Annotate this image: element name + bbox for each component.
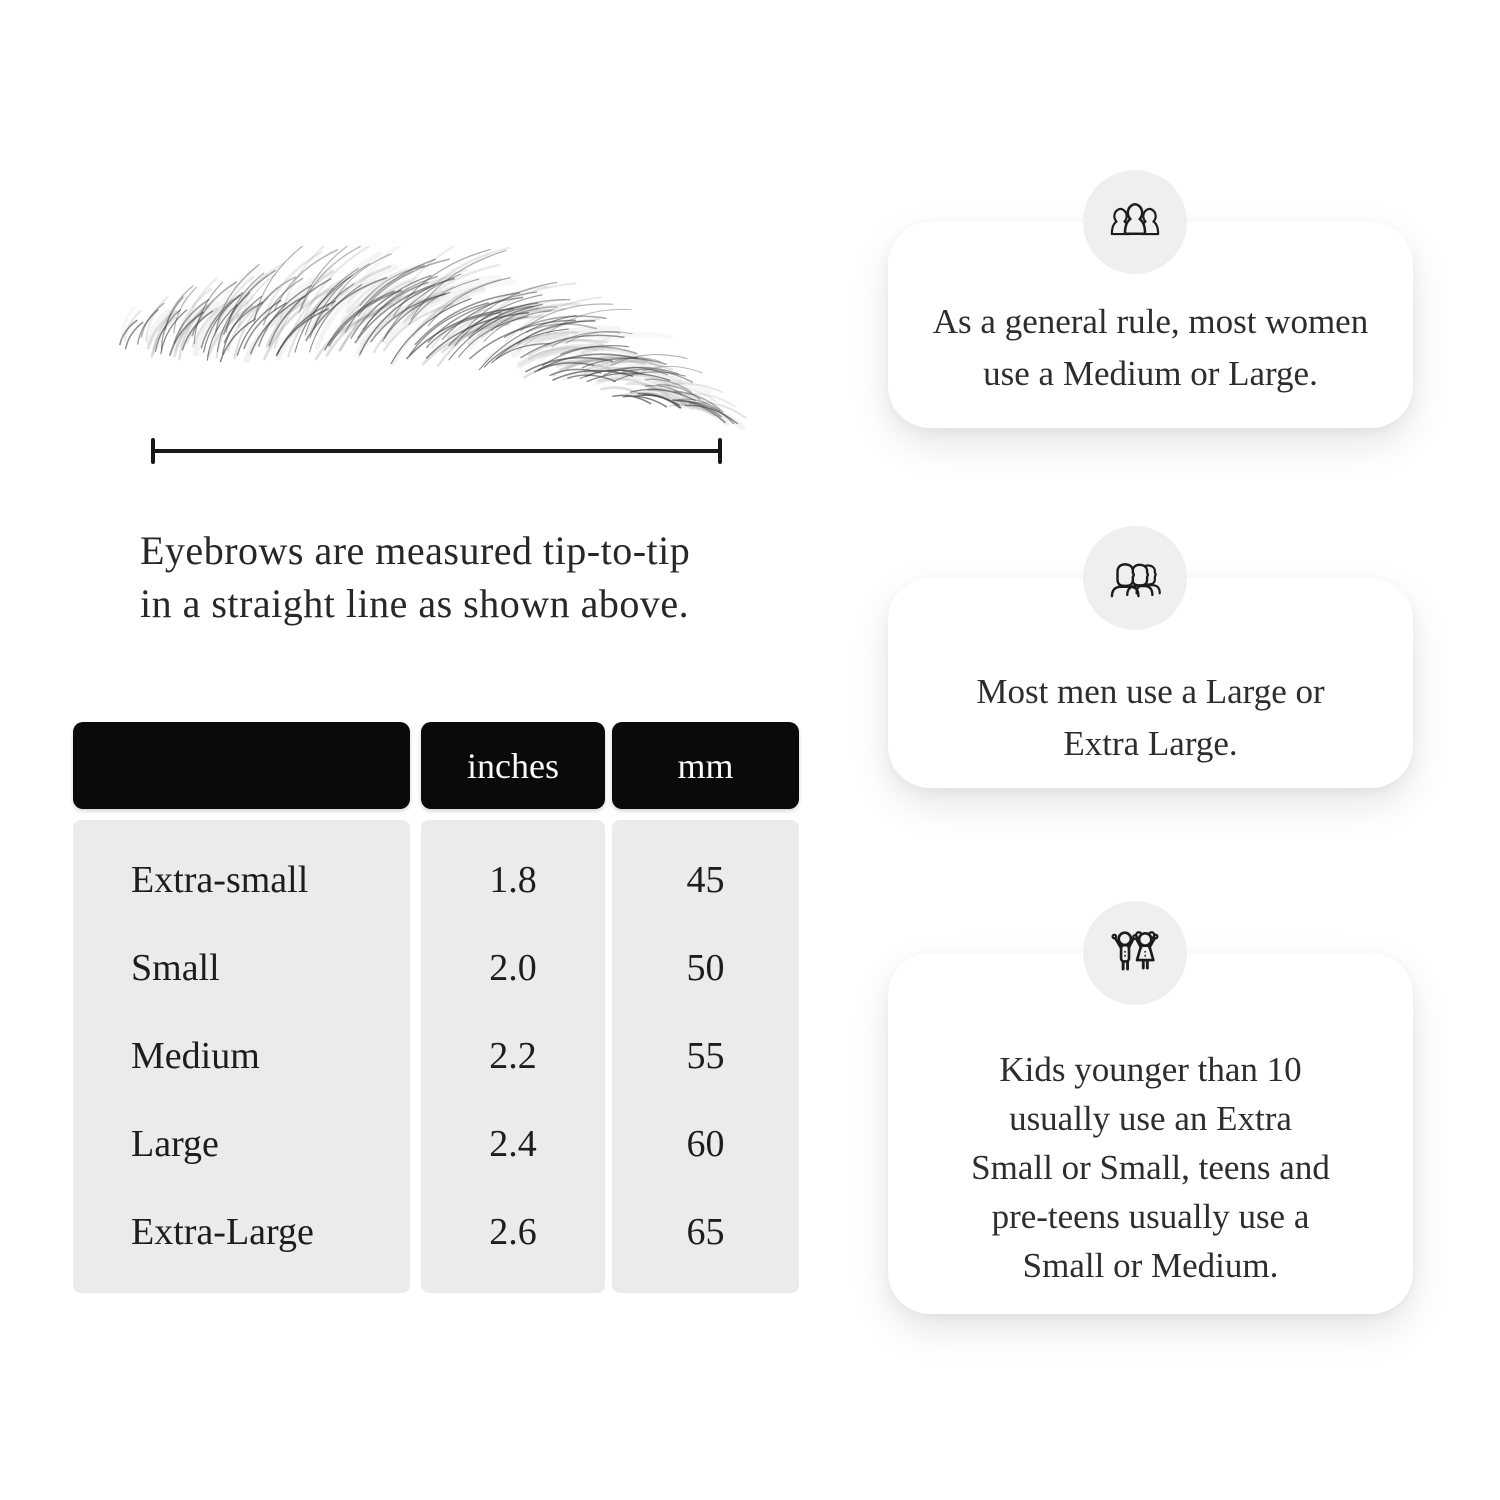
kids-icon-circle — [1083, 901, 1187, 1005]
size-table-column-inches — [421, 722, 605, 1293]
inches-extra-small: 1.8 — [489, 859, 537, 901]
size-label-medium: Medium — [131, 1035, 260, 1077]
size-label-large: Large — [131, 1123, 219, 1165]
mm-extra-small: 45 — [686, 859, 725, 901]
size-label-extra-large: Extra-Large — [131, 1211, 314, 1253]
size-table-header-mm: mm — [612, 722, 799, 809]
inches-extra-large: 2.6 — [489, 1211, 537, 1253]
info-card-women-text — [933, 296, 1368, 428]
mm-small: 50 — [686, 947, 725, 989]
inches-small: 2.0 — [489, 947, 537, 989]
measurement-line — [151, 449, 722, 453]
info-card-men-text — [976, 666, 1324, 788]
caption-line-2: in a straight line as shown above. — [140, 581, 690, 626]
info-card-kids — [888, 953, 1413, 1314]
card-text-line: use a Medium or Large. — [983, 354, 1318, 393]
eyebrow-illustration — [114, 246, 774, 446]
mm-extra-large: 65 — [686, 1211, 725, 1253]
size-table-header-blank — [73, 722, 410, 809]
size-table-header-inches: inches — [421, 722, 605, 809]
card-text-line: Small or Medium. — [1022, 1246, 1279, 1285]
card-text-line: As a general rule, most women — [932, 302, 1369, 341]
card-text-line: usually use an Extra — [1009, 1099, 1292, 1138]
measurement-caption — [140, 524, 690, 630]
card-text-line: pre-teens usually use a — [991, 1197, 1310, 1236]
size-table-body-mm — [612, 820, 799, 1293]
size-table-body-inches — [421, 820, 605, 1293]
size-table-body-sizes — [73, 820, 410, 1293]
info-card-kids-text — [971, 1045, 1330, 1314]
size-table-column-sizes — [73, 722, 410, 1293]
inches-medium: 2.2 — [489, 1035, 537, 1077]
mm-large: 60 — [686, 1123, 725, 1165]
women-group-icon — [1102, 196, 1168, 248]
men-group-icon — [1103, 552, 1167, 604]
men-icon-circle — [1083, 526, 1187, 630]
card-text-line: Kids younger than 10 — [999, 1050, 1302, 1089]
size-label-extra-small: Extra-small — [131, 859, 309, 901]
size-table-column-mm — [612, 722, 799, 1293]
caption-line-1: Eyebrows are measured tip-to-tip — [140, 528, 691, 573]
mm-medium: 55 — [686, 1035, 725, 1077]
women-icon-circle — [1083, 170, 1187, 274]
card-text-line: Most men use a Large or — [976, 672, 1325, 711]
kids-icon — [1106, 926, 1164, 980]
card-text-line: Small or Small, teens and — [971, 1148, 1330, 1187]
size-label-small: Small — [131, 947, 220, 989]
inches-large: 2.4 — [489, 1123, 537, 1165]
card-text-line: Extra Large. — [1063, 724, 1238, 763]
